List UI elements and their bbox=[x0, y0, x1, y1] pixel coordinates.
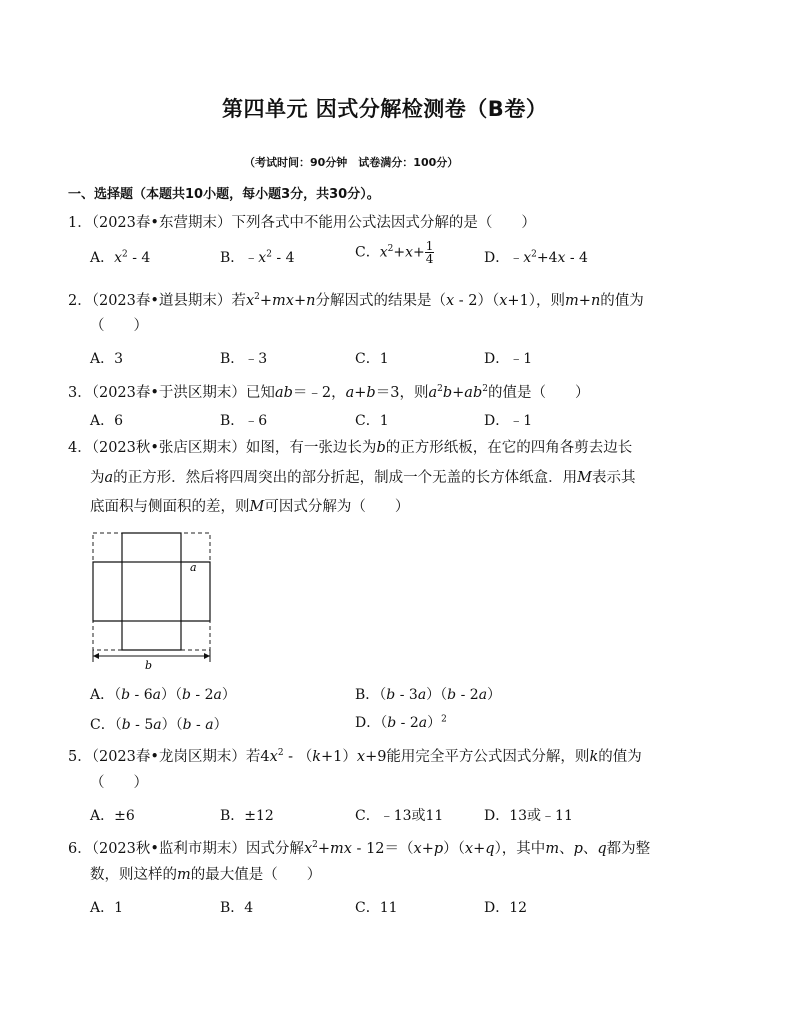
question-number: 1． bbox=[68, 215, 92, 231]
label-a: a bbox=[190, 561, 197, 574]
q4-option-c[interactable]: C．（b - 5a）（b - a） bbox=[90, 717, 228, 733]
q1-option-c[interactable]: C．$x^2+x+$ $\frac{1}{4}$ bbox=[355, 239, 434, 266]
question-6: 6．（2023秋•监利市期末）因式分解$x^2+mx - 12=(x+p)(x+q)$，其中m、p、q都为整 bbox=[68, 840, 651, 857]
q3-option-d[interactable]: D．﹣1 bbox=[484, 413, 533, 429]
net-outline bbox=[93, 533, 210, 650]
question-3: 3．（2023春•于洪区期末）已知ab＝﹣2，a+b＝3，则$a^2b+ab^2$的值是（ ） bbox=[68, 384, 590, 401]
q3-option-b[interactable]: B．﹣6 bbox=[220, 413, 268, 429]
question-5: 5．（2023春•龙岗区期末）若$4x^2 - (k+1)x+9$能用完全平方公式因式分解，则k的值为 bbox=[68, 748, 642, 765]
q5-option-d[interactable]: D．13或﹣11 bbox=[484, 808, 573, 824]
exam-info: （考试时间：90分钟 试卷满分：100分） bbox=[244, 156, 459, 169]
q4-option-a[interactable]: A．（b - 6a）（b - 2a） bbox=[90, 687, 236, 703]
q2-option-d[interactable]: D．﹣1 bbox=[484, 351, 533, 367]
q5-option-a[interactable]: A．±6 bbox=[90, 808, 135, 824]
q6-option-c[interactable]: C．11 bbox=[355, 900, 398, 916]
base-square bbox=[122, 562, 181, 621]
q4-option-b[interactable]: B．（b - 3a）（b - 2a） bbox=[355, 687, 502, 703]
q2-option-a[interactable]: A．3 bbox=[90, 351, 124, 367]
label-b: b bbox=[145, 659, 153, 670]
q5-option-c[interactable]: C．﹣13或11 bbox=[355, 808, 444, 824]
q3-option-a[interactable]: A．6 bbox=[90, 413, 124, 429]
question-4: 4．（2023秋•张店区期末）如图，有一张边长为b的正方形纸板，在它的四角各剪去边长 bbox=[68, 440, 633, 456]
page-title: 第四单元 因式分解检测卷（B卷） bbox=[222, 97, 548, 121]
q3-option-c[interactable]: C．1 bbox=[355, 413, 389, 429]
question-5-blank: （ ） bbox=[90, 775, 148, 791]
question-6-line2: 数，则这样的m的最大值是（ ） bbox=[90, 867, 322, 883]
q2-option-c[interactable]: C．1 bbox=[355, 351, 389, 367]
q1-option-d[interactable]: D．$﹣x^2+4x - 4$ bbox=[484, 249, 588, 266]
q2-option-b[interactable]: B．﹣3 bbox=[220, 351, 268, 367]
question-1: 1．（2023春•东营期末）下列各式中不能用公式法因式分解的是（ ） bbox=[68, 215, 536, 231]
question-2: 2．（2023春•道县期末）若$x^2+mx+n$分解因式的结果是（x - 2）（x+1），则m+n的值为 bbox=[68, 292, 644, 309]
q6-option-d[interactable]: D．12 bbox=[484, 900, 528, 916]
q6-option-a[interactable]: A．1 bbox=[90, 900, 124, 916]
q1-option-b[interactable]: B．$﹣x^2 - 4$ bbox=[220, 249, 295, 266]
q5-option-b[interactable]: B．±12 bbox=[220, 808, 274, 824]
section-heading: 一、选择题（本题共10小题，每小题3分，共30分）。 bbox=[68, 187, 380, 202]
question-4-line2: 为a的正方形．然后将四周突出的部分折起，制成一个无盖的长方体纸盒．用M表示其 bbox=[90, 470, 636, 486]
cut-outline bbox=[93, 533, 210, 650]
question-4-line3: 底面积与侧面积的差，则M可因式分解为（ ） bbox=[90, 499, 410, 515]
q1-option-a[interactable]: A．$x^2 - 4$ bbox=[90, 249, 151, 266]
box-net-figure bbox=[88, 528, 218, 670]
question-2-blank: （ ） bbox=[90, 318, 148, 334]
q6-option-b[interactable]: B．4 bbox=[220, 900, 254, 916]
q4-option-d[interactable]: D．（b - 2a）$^2$ bbox=[355, 714, 447, 731]
